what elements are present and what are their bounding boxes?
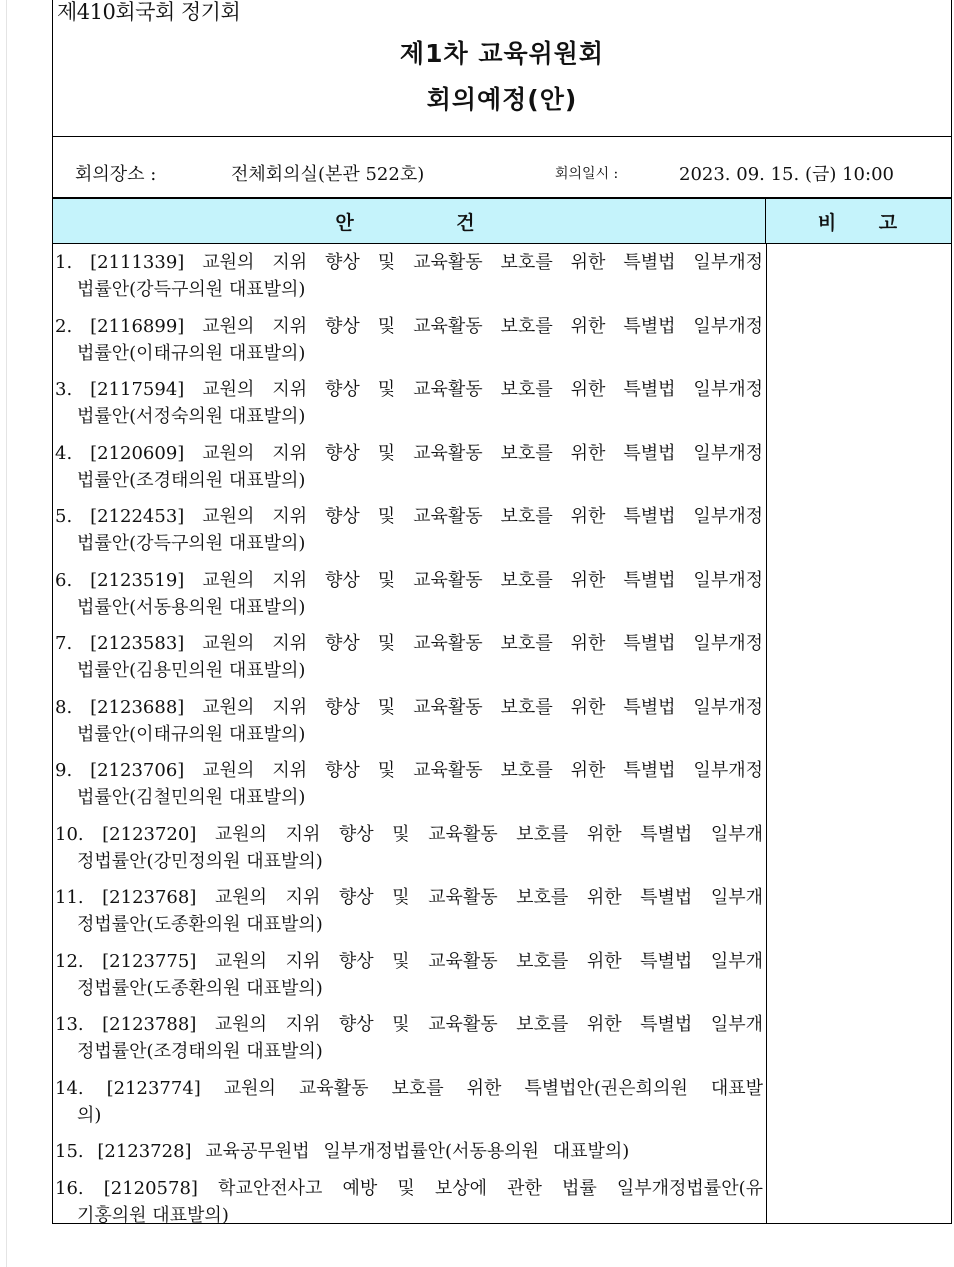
note-column <box>767 244 951 1223</box>
session-label: 제410회국회 정기회 <box>57 0 241 24</box>
agenda-item-line2: 법률안(김철민의원 대표발의) <box>77 787 306 808</box>
agenda-item-line1: 10. [2123720] 교원의 지위 향상 및 교육활동 보호를 위한 특별법 일부개 <box>55 824 763 845</box>
document-title: 제1차 교육위원회 <box>399 39 605 68</box>
table-header <box>53 199 951 244</box>
agenda-item-line2: 법률안(강득구의원 대표발의) <box>77 279 306 300</box>
agenda-item <box>55 1075 763 1129</box>
agenda-column <box>53 244 767 1223</box>
agenda-item <box>55 503 763 557</box>
note-column-header: 비 고 <box>817 211 916 234</box>
place-value: 전체회의실(본관 522호) <box>231 164 425 185</box>
agenda-item-line2: 법률안(이태규의원 대표발의) <box>77 724 306 745</box>
agenda-item-line1: 4. [2120609] 교원의 지위 향상 및 교육활동 보호를 위한 특별법 일부개정 <box>55 443 763 464</box>
agenda-item-line1: 15. [2123728] 교육공무원법 일부개정법률안(서동용의원 대표발의) <box>55 1141 630 1162</box>
agenda-item-line1: 12. [2123775] 교원의 지위 향상 및 교육활동 보호를 위한 특별법 일부개 <box>55 951 763 972</box>
agenda-item <box>55 376 763 430</box>
agenda-sheet <box>52 0 952 1224</box>
agenda-item-line1: 6. [2123519] 교원의 지위 향상 및 교육활동 보호를 위한 특별법 일부개정 <box>55 570 763 591</box>
agenda-item <box>55 1011 763 1065</box>
agenda-item-line1: 1. [2111339] 교원의 지위 향상 및 교육활동 보호를 위한 특별법 일부개정 <box>55 252 763 273</box>
date-value: 2023. 09. 15. (금) 10:00 <box>679 164 894 185</box>
agenda-item <box>55 567 763 621</box>
agenda-item <box>55 948 763 1002</box>
meeting-info <box>52 137 952 197</box>
table-body <box>53 244 951 1223</box>
agenda-item-line2: 법률안(김용민의원 대표발의) <box>77 660 306 681</box>
agenda-item-line2: 의) <box>77 1105 102 1126</box>
agenda-item-line1: 14. [2123774] 교원의 교육활동 보호를 위한 특별법안(권은희의원 대표발 <box>55 1078 763 1099</box>
agenda-item-line1: 9. [2123706] 교원의 지위 향상 및 교육활동 보호를 위한 특별법 일부개정 <box>55 760 763 781</box>
agenda-item-line1: 7. [2123583] 교원의 지위 향상 및 교육활동 보호를 위한 특별법 일부개정 <box>55 633 763 654</box>
agenda-item-line1: 5. [2122453] 교원의 지위 향상 및 교육활동 보호를 위한 특별법 일부개정 <box>55 506 763 527</box>
agenda-item <box>55 630 763 684</box>
agenda-item <box>55 884 763 938</box>
agenda-item-line2: 정법률안(도종환의원 대표발의) <box>77 978 323 999</box>
agenda-item <box>55 694 763 748</box>
agenda-item-line2: 정법률안(강민정의원 대표발의) <box>77 851 323 872</box>
agenda-item <box>55 440 763 494</box>
agenda-item <box>55 249 763 303</box>
agenda-item-line2: 법률안(조경태의원 대표발의) <box>77 470 306 491</box>
date-label: 회의일시 : <box>555 166 619 182</box>
document-subtitle: 회의예정(안) <box>426 85 578 114</box>
agenda-item-line2: 정법률안(도종환의원 대표발의) <box>77 914 323 935</box>
agenda-item-line1: 13. [2123788] 교원의 지위 향상 및 교육활동 보호를 위한 특별법 일부개 <box>55 1014 763 1035</box>
agenda-item <box>55 821 763 875</box>
agenda-item-line1: 16. [2120578] 학교안전사고 예방 및 보상에 관한 법률 일부개정법률안(유 <box>55 1178 763 1199</box>
agenda-item <box>55 1138 763 1165</box>
agenda-item-line2: 법률안(이태규의원 대표발의) <box>77 343 306 364</box>
agenda-item-line2: 법률안(서동용의원 대표발의) <box>77 597 306 618</box>
agenda-table <box>52 197 952 1224</box>
agenda-item-line2: 법률안(서정숙의원 대표발의) <box>77 406 306 427</box>
agenda-item <box>55 313 763 367</box>
page-edge-line <box>6 0 7 1267</box>
agenda-item <box>55 1175 763 1223</box>
agenda-item-line1: 3. [2117594] 교원의 지위 향상 및 교육활동 보호를 위한 특별법 일부개정 <box>55 379 763 400</box>
agenda-item-line1: 11. [2123768] 교원의 지위 향상 및 교육활동 보호를 위한 특별법 일부개 <box>55 887 763 908</box>
document-header <box>52 0 952 137</box>
agenda-item-line2: 법률안(강득구의원 대표발의) <box>77 533 306 554</box>
agenda-item-line2: 기홍의원 대표발의) <box>77 1205 229 1223</box>
agenda-item-line1: 8. [2123688] 교원의 지위 향상 및 교육활동 보호를 위한 특별법 일부개정 <box>55 697 763 718</box>
agenda-item-line2: 정법률안(조경태의원 대표발의) <box>77 1041 323 1062</box>
place-label: 회의장소 : <box>75 164 157 185</box>
agenda-item <box>55 757 763 811</box>
agenda-column-header: 안 건 <box>53 199 766 243</box>
agenda-item-line1: 2. [2116899] 교원의 지위 향상 및 교육활동 보호를 위한 특별법 일부개정 <box>55 316 763 337</box>
